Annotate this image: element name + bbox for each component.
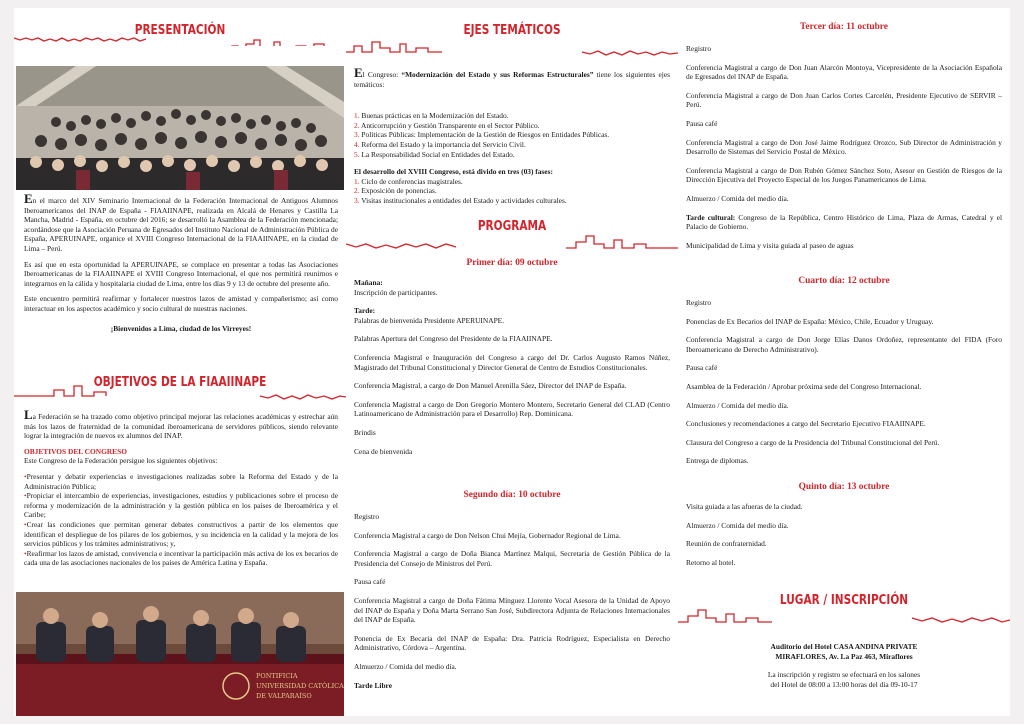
list-number: 2. <box>354 186 360 196</box>
eje-text: Políticas Públicas: Implementación de la Gestión de Riesgos en Entidades Públicas. <box>361 130 610 140</box>
day-1-title: Primer día: 09 octubre <box>466 258 558 268</box>
venue-block <box>686 642 1002 661</box>
schedule-item: Almuerzo / Comida del medio día. <box>686 400 789 410</box>
schedule-item: Municipalidad de Lima y visita guiada al paseo de aguas <box>686 240 854 250</box>
list-number: 1. <box>354 176 360 186</box>
section-title: PRESENTACIÓN <box>134 22 226 38</box>
section-header-presentacion <box>14 18 346 46</box>
objetivos-intro: a Federación se ha trazado como objetivo principal mejorar las relaciones académicas y estrechar aún más los lazos de fraternidad de la comunidad iberoamericana de servidores públicos, siendo relevante lograr la integración de nuevos ex alumnos del INAP. <box>24 412 338 441</box>
section-header-programa <box>346 214 678 242</box>
presentacion-paragraph-3: Este encuentro permitirá reafirmar y fortalecer nuestros lazos de amistad y compañerismo; así como interactuar en los aspectos académico y socio cultural de nuestras naciones. <box>24 294 338 313</box>
day-3-title: Tercer día: 11 octubre <box>800 22 888 32</box>
day-2-schedule <box>354 512 670 696</box>
schedule-item: Conferencia Magistral a cargo de Don Gregorio Montero Montero, Secretario General del CLAD (Centro Latinoamericano de Administración para el Desarrollo) Rep. Dominicana. <box>354 399 670 419</box>
eje-item <box>354 111 670 121</box>
schedule-item: Conferencia Magistral a cargo de Don Juan Alarcón Montoya, Vicepresidente de la Asociación Española de Egresados del INAP de España. <box>686 62 1002 82</box>
fases-title: El desarrollo del XVIII Congreso, está divido en tres (03) fases: <box>354 167 553 177</box>
objective-item <box>24 491 338 520</box>
schedule-item: Conferencia Magistral, a cargo de Don Manuel Arenilla Sáez, Director del INAP de España. <box>354 381 627 391</box>
registration-line-2: del Hotel de 08:00 a 13:00 horas del día 09-10-17 <box>770 679 918 689</box>
section-header-lugar <box>678 588 1010 616</box>
tarde-cultural-label: Tarde cultural: <box>686 212 736 222</box>
drop-cap: E <box>24 191 33 206</box>
drop-cap: L <box>24 407 33 422</box>
column-ejes-programa <box>346 8 678 716</box>
venue-line-2: MIRAFLORES, Av. La Paz 463, Miraflores <box>775 651 913 661</box>
list-number: 1. <box>354 111 360 121</box>
schedule-item: Ponencias de Ex Becarios del INAP de España: México, Chile, Ecuador y Uruguay. <box>686 316 934 326</box>
list-number: 5. <box>354 149 360 159</box>
schedule-item: Registro <box>354 512 380 521</box>
column-programa-lugar <box>678 8 1010 716</box>
registration-block <box>686 670 1002 689</box>
schedule-item: Almuerzo / Comida del medio día. <box>686 520 789 530</box>
schedule-item: Pausa café <box>686 118 718 128</box>
schedule-item: Congreso de la República, Centro Histórico de Lima, Plaza de Armas, Catedral y el Palacio de Gobierno. <box>686 212 1002 232</box>
section-header-objetivos <box>14 366 346 394</box>
column-presentacion <box>14 8 346 716</box>
schedule-item: Ponencia de Ex Becaria del INAP de España: Dra. Patricia Rodríguez, Especialista en Derecho Administrativo, Córdova – Argentina. <box>354 633 670 653</box>
objective-text: Crear las condiciones que permitan generar debates constructivos a partir de los elementos que identifican el despliegue de los pilares de los gobiernos, y su incidencia en la calidad y la mejora de los servicios públicos y los trámites administrativos; y, <box>24 519 338 549</box>
schedule-item: Inscripción de participantes. <box>354 287 438 297</box>
objetivos-sub-intro: Este Congreso de la Federación persigue los siguientes objetivos: <box>24 456 218 466</box>
fase-text: Exposición de ponencias. <box>361 186 437 196</box>
objetivos-text <box>24 407 338 568</box>
schedule-item: Conclusiones y recomendaciones a cargo del Secretario Ejecutivo FIAAIINAPE. <box>686 419 926 429</box>
welcome-line: ¡Bienvenidos a Lima, ciudad de los Virreyes! <box>110 323 252 333</box>
section-title: PROGRAMA <box>477 218 547 234</box>
schedule-item: Retorno al hotel. <box>686 557 736 567</box>
presentacion-text <box>24 191 338 339</box>
day-1-schedule <box>354 278 670 462</box>
day-5-title: Quinto día: 13 octubre <box>798 482 890 492</box>
day-4-title: Cuarto día: 12 octubre <box>798 276 890 286</box>
ejes-list <box>354 111 670 159</box>
schedule-item: Conferencia Magistral a cargo de Don Juan Carlos Cortes Carcelén, Presidente Ejecutivo de SERVIR – Perú. <box>686 90 1002 110</box>
ejes-text <box>354 65 670 206</box>
day-2-title: Segundo día: 10 octubre <box>463 490 561 500</box>
schedule-item: Cena de bienvenida <box>354 446 413 456</box>
eje-item <box>354 130 670 140</box>
tablecloth-line-1: PONTIFICIA <box>256 672 298 680</box>
fase-text: Visitas institucionales a entidades del Estado y actividades culturales. <box>361 195 567 205</box>
manana-label: Mañana: <box>354 278 383 287</box>
list-number: 4. <box>354 139 360 149</box>
fases-list <box>354 177 670 206</box>
eje-text: La Responsabilidad Social en Entidades del Estado. <box>361 149 515 159</box>
registration-line-1: La inscripción y registro se efectuará en los salones <box>767 670 921 679</box>
section-title: OBJETIVOS DE LA FIAAIINAPE <box>93 374 267 390</box>
objetivos-subtitle: OBJETIVOS DEL CONGRESO <box>24 446 127 456</box>
venue-line-1: Auditorio del Hotel CASA ANDINA PRIVATE <box>770 642 918 651</box>
schedule-item: Registro <box>686 44 712 53</box>
schedule-item: Brindis <box>354 427 376 437</box>
schedule-item: Entrega de diplomas. <box>686 456 749 466</box>
schedule-item: Almuerzo / Comida del medio día. <box>686 193 789 203</box>
ejes-intro-a: l Congreso: <box>362 70 402 79</box>
objective-text: Presentar y debatir experiencias e investigaciones realizadas sobre la Reforma del Estado y de la Administración Pública; <box>24 471 338 491</box>
schedule-item: Conferencia Magistral a cargo de Doña Fátima Mínguez Llorente Vocal Asesora de la Unidad de Apoyo del INAP de España y Doña Marta Serrano San José, Subdirectora Adjunta de Relaciones Internacionales del INAP de España. <box>354 595 670 625</box>
schedule-item: Tarde Libre <box>354 680 392 690</box>
schedule-item: Pausa café <box>354 577 386 587</box>
drop-cap: E <box>354 65 363 80</box>
objective-item <box>24 549 338 568</box>
day-5-schedule <box>686 502 1002 573</box>
schedule-item: Palabras Apertura del Congreso del Presidente de la FIAAIINAPE. <box>354 334 553 344</box>
ejes-intro-c: tiene los siguientes ejes temáticos: <box>354 70 670 89</box>
schedule-item: Conferencia Magistral a cargo de Don José Jaime Rodríguez Orozco, Sub Director de Administración y Desarrollo de Sistemas del Servicio Postal de México. <box>686 137 1002 157</box>
schedule-item: Reunión de confraternidad. <box>686 539 767 549</box>
eje-item <box>354 121 670 131</box>
section-title: EJES TEMÁTICOS <box>463 22 561 38</box>
bullet-icon: • <box>24 548 27 558</box>
schedule-item: Conferencia Magistral a cargo de Don Nelson Chui Mejía, Gobernador Regional de Lima. <box>354 530 621 540</box>
fase-item <box>354 196 670 206</box>
bullet-icon: • <box>24 471 27 481</box>
schedule-item: Clausura del Congreso a cargo de la Presidencia del Tribunal Constitucional del Perú. <box>686 437 940 447</box>
eje-text: Reforma del Estado y la importancia del Servicio Civil. <box>361 139 526 149</box>
tarde-label: Tarde: <box>354 306 376 316</box>
eje-item <box>354 140 670 150</box>
fase-text: Ciclo de conferencias magistrales. <box>361 176 463 186</box>
objective-item <box>24 520 338 549</box>
schedule-item: Registro <box>686 298 712 307</box>
tablecloth-line-2: UNIVERSIDAD CATÓLICA <box>256 682 344 690</box>
tablecloth-line-3: DE VALPARAÍSO <box>256 692 312 700</box>
eje-text: Anticorrupción y Gestión Transparente en el Sector Público. <box>361 120 540 130</box>
day-3-schedule <box>686 44 1002 256</box>
bullet-icon: • <box>24 519 27 529</box>
panel-photo <box>16 592 344 716</box>
group-photo-image <box>16 66 344 190</box>
schedule-item: Conferencia Magistral a cargo de Don Rubén Gómez Sánchez Soto, Asesor en Gestión de Riesgos de la Dirección Ejecutiva del Proyecto Especial de los Juegos Panamericanos de Lima. <box>686 165 1002 185</box>
eje-item <box>354 150 670 160</box>
schedule-item: Conferencia Magistral a cargo de Doña Bianca Martínez Malqui, Secretaria de Gestión Pública de la Presidencia del Consejo de Ministros del Perú. <box>354 549 670 568</box>
schedule-item: Visita guiada a las afueras de la ciudad. <box>686 502 803 511</box>
day-4-schedule <box>686 298 1002 472</box>
group-photo <box>16 66 344 190</box>
section-header-ejes <box>346 18 678 46</box>
eje-text: Buenas prácticas en la Modernización del Estado. <box>361 111 509 121</box>
schedule-item: Conferencia Magistral e Inauguración del Congreso a cargo del Dr. Carlos Augusto Ramos Núñez, Magistrado del Tribunal Constitucional y Director General de Centro de Estudios Constitucionales. <box>354 352 670 372</box>
list-number: 3. <box>354 195 360 205</box>
objective-text: Propiciar el intercambio de experiencias, investigaciones, estudios y publicaciones sobre el proceso de reforma y modernización de la administración y la gestión pública en los países de Iberoamérica y el Caribe; <box>24 491 338 520</box>
bullet-icon: • <box>24 491 27 501</box>
schedule-item: Almuerzo / Comida del medio día. <box>354 661 457 671</box>
congress-theme: “Modernización del Estado y sus Reformas Estructurales” <box>401 70 594 79</box>
schedule-item: Conferencia Magistral a cargo de Don Jorge Elías Danos Ordoñez, representante del FIDA (Foro Iberoamericano de Derecho Administrativo). <box>686 335 1002 354</box>
fase-item <box>354 186 670 196</box>
presentacion-paragraph-1: n el marco del XIV Seminario Internacional de la Federación Internacional de Antiguos Alumnos Iberoamericanos del INAP de España - FIAAIINAPE, realizada en Alcalá de Henares y Castilla La Mancha, Madrid - España, en octubre del 2016; se desarrolló la Asamblea de la Federación mencionada; acordándose que la Asociación Peruana de Egresados del Instituto Nacional de Administración Pública de España, APERUINAPE, organice el XVIII Congreso Internacional de la FIAAIINAPE, en la ciudad de Lima – Perú. <box>24 196 338 253</box>
schedule-item: Pausa café <box>686 363 718 373</box>
section-title: LUGAR / INSCRIPCIÓN <box>779 592 909 608</box>
presentacion-paragraph-2: Es así que en esta oportunidad la APERUINAPE, se complace en presentar a todas las Asociaciones Iberoamericanas de la FIAAIINAPE el XVIII Congreso Internacional, el que nos permitirá reunirnos e integrarnos en la cálida y hospitalaria ciudad de Lima, entre los días 9 y 13 de octubre del presente año. <box>24 259 338 288</box>
fase-item <box>354 177 670 187</box>
list-number: 3. <box>354 130 360 140</box>
schedule-item: Asamblea de la Federación / Aprobar próxima sede del Congreso Internacional. <box>686 381 922 391</box>
objective-text: Reafirmar los lazos de amistad, convivencia e incentivar la participación más activa de los ex becarios de cada una de las asociaciones nacionales de los países de América Latina y España. <box>24 548 338 568</box>
schedule-item: Palabras de bienvenida Presidente APERUINAPE. <box>354 315 505 325</box>
list-number: 2. <box>354 120 360 130</box>
panel-photo-image <box>16 592 344 716</box>
objective-item <box>24 472 338 491</box>
